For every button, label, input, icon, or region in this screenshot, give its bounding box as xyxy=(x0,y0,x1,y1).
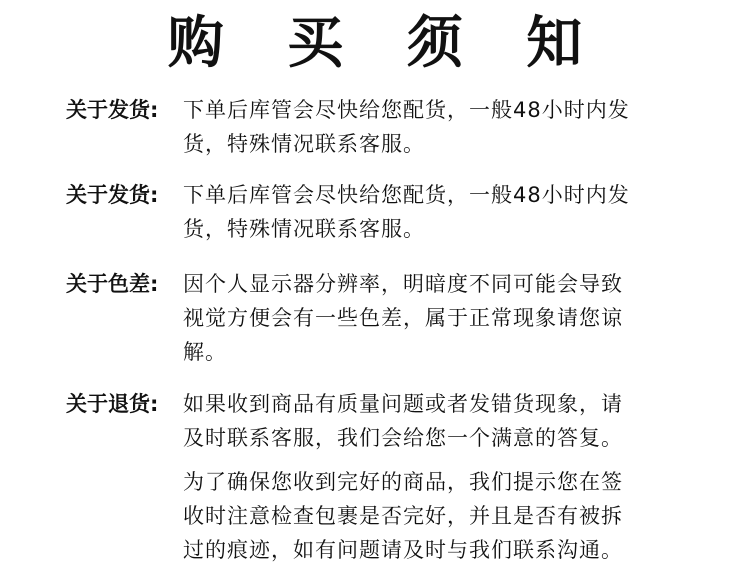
section-label: 关于发货: xyxy=(66,183,159,207)
body-line: 为了确保您收到完好的商品，我们提示您在签 xyxy=(183,470,623,494)
page-title: 购 买 须 知 xyxy=(167,11,605,76)
body-line: 下单后库管会尽快给您配货，一般48小时内发 xyxy=(183,98,630,122)
body-line: 货，特殊情况联系客服。 xyxy=(183,132,425,156)
body-line: 货，特殊情况联系客服。 xyxy=(183,217,425,241)
section-body xyxy=(183,267,703,369)
body-line: 解。 xyxy=(183,340,227,364)
section-label: 关于退货: xyxy=(66,392,159,416)
section-body xyxy=(183,178,703,246)
section-label: 关于发货: xyxy=(66,98,159,122)
body-line: 及时联系客服，我们会给您一个满意的答复。 xyxy=(183,426,623,450)
body-line: 收时注意检查包裹是否完好，并且是否有被拆 xyxy=(183,504,623,528)
section-label: 关于色差: xyxy=(66,272,159,296)
body-line: 过的痕迹，如有问题请及时与我们联系沟通。 xyxy=(183,538,623,562)
section-body-extra xyxy=(183,465,703,567)
body-line: 如果收到商品有质量问题或者发错货现象，请 xyxy=(183,392,623,416)
body-line: 因个人显示器分辨率，明暗度不同可能会导致 xyxy=(183,272,623,296)
section-body xyxy=(183,93,703,161)
body-line: 视觉方便会有一些色差，属于正常现象请您谅 xyxy=(183,306,623,330)
body-line: 下单后库管会尽快给您配货，一般48小时内发 xyxy=(183,183,630,207)
section-body xyxy=(183,387,703,455)
